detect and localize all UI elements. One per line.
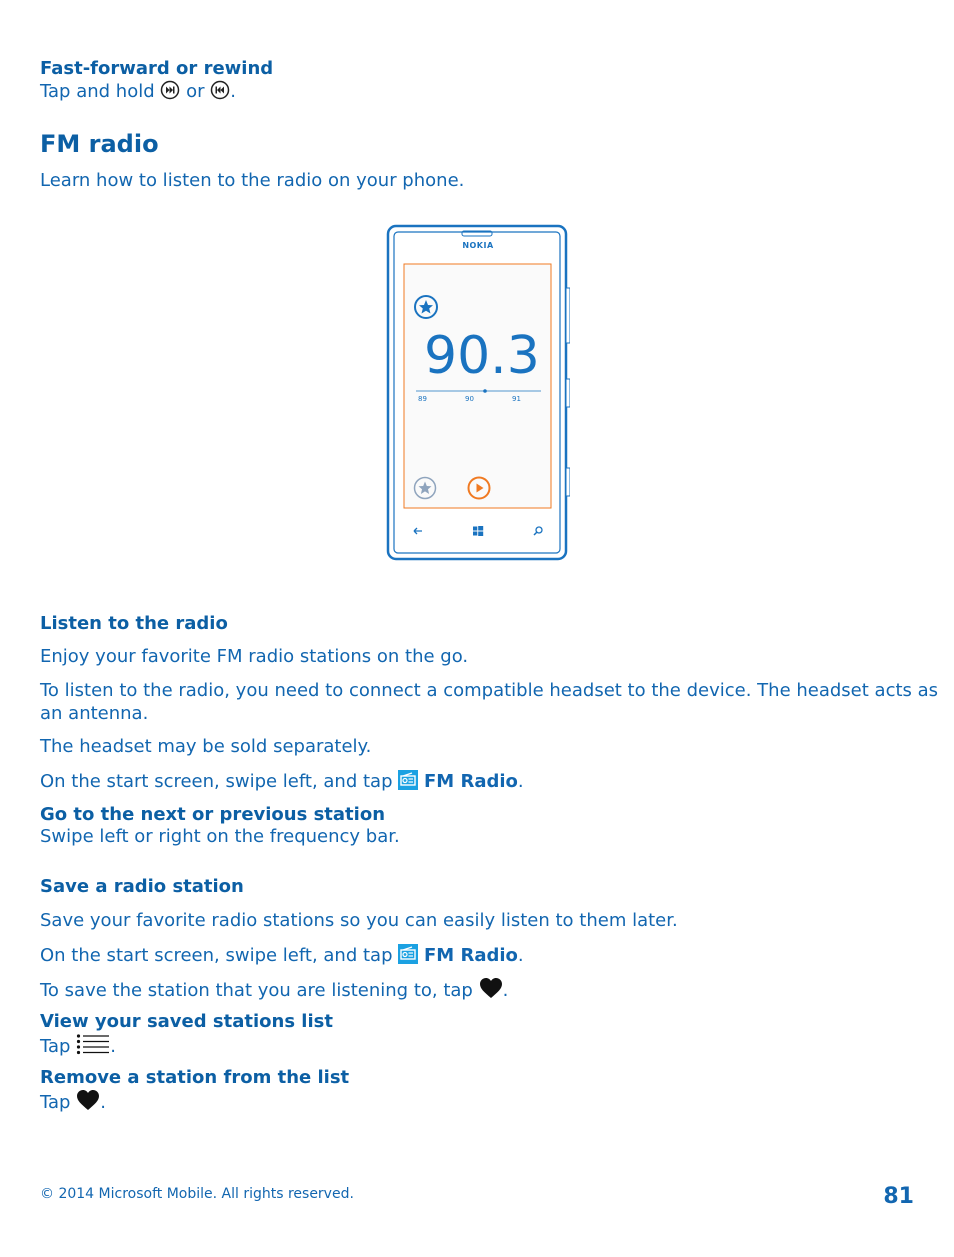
next-text: Swipe left or right on the frequency bar. [40,826,400,847]
ffwd-text-end: . [230,81,236,102]
phone-frequency: 90.3 [424,326,540,386]
listen-p1: Enjoy your favorite FM radio stations on the go. [40,646,469,667]
phone-brand: NOKIA [462,241,494,250]
ffwd-heading: Fast-forward or rewind [40,58,274,79]
fm-radio-app-icon [398,944,418,969]
ffwd-text-before: Tap and hold [40,81,155,102]
footer-copyright: © 2014 Microsoft Mobile. All rights reserved. [40,1186,354,1202]
remove-heading: Remove a station from the list [40,1067,350,1088]
ffwd-text [40,80,236,105]
remove-text-before: Tap [40,1092,71,1113]
save-p1: Save your favorite radio stations so you can easily listen to them later. [40,910,678,931]
save-p2-before: On the start screen, swipe left, and tap [40,945,393,966]
back-icon [412,522,424,541]
fast-forward-icon [160,80,180,105]
list-icon [76,1033,110,1060]
view-heading: View your saved stations list [40,1011,333,1032]
listen-p2-line2: an antenna. [40,703,149,724]
listen-p4 [40,770,524,795]
next-heading: Go to the next or previous station [40,804,386,825]
page-title: FM radio [40,130,159,158]
remove-text-end: . [100,1092,106,1113]
save-p2 [40,944,524,969]
remove-text [40,1089,106,1116]
rewind-icon [210,80,230,105]
favorite-star-icon [413,294,439,324]
save-p2-end: . [517,945,524,966]
listen-p3: The headset may be sold separately. [40,736,372,757]
ffwd-text-or: or [186,81,205,102]
listen-p4-before: On the start screen, swipe left, and tap [40,771,393,792]
view-text-end: . [110,1036,116,1057]
view-text-before: Tap [40,1036,71,1057]
save-p2-app: FM Radio [423,945,518,966]
play-icon [467,476,491,504]
save-p3-end: . [502,980,509,1001]
save-p3 [40,977,508,1004]
listen-p2-line1: To listen to the radio, you need to connect a compatible headset to the device. The headset acts as [40,680,939,701]
view-text [40,1033,116,1060]
tick-label: 91 [512,395,521,403]
tick-label: 90 [465,395,474,403]
listen-p4-end: . [517,771,524,792]
heart-icon [479,977,503,1004]
listen-heading: Listen to the radio [40,613,228,634]
intro-text: Learn how to listen to the radio on your phone. [40,170,465,191]
tick-label: 89 [418,395,427,403]
save-heading: Save a radio station [40,876,244,897]
phone-illustration [386,224,570,562]
windows-icon [472,522,484,541]
search-icon [532,522,544,541]
heart-icon [76,1089,100,1116]
favorites-icon [413,476,437,504]
save-p3-before: To save the station that you are listening to, tap [40,980,473,1001]
fm-radio-app-icon [398,770,418,795]
page-number: 81 [883,1184,914,1209]
listen-p4-app: FM Radio [423,771,518,792]
